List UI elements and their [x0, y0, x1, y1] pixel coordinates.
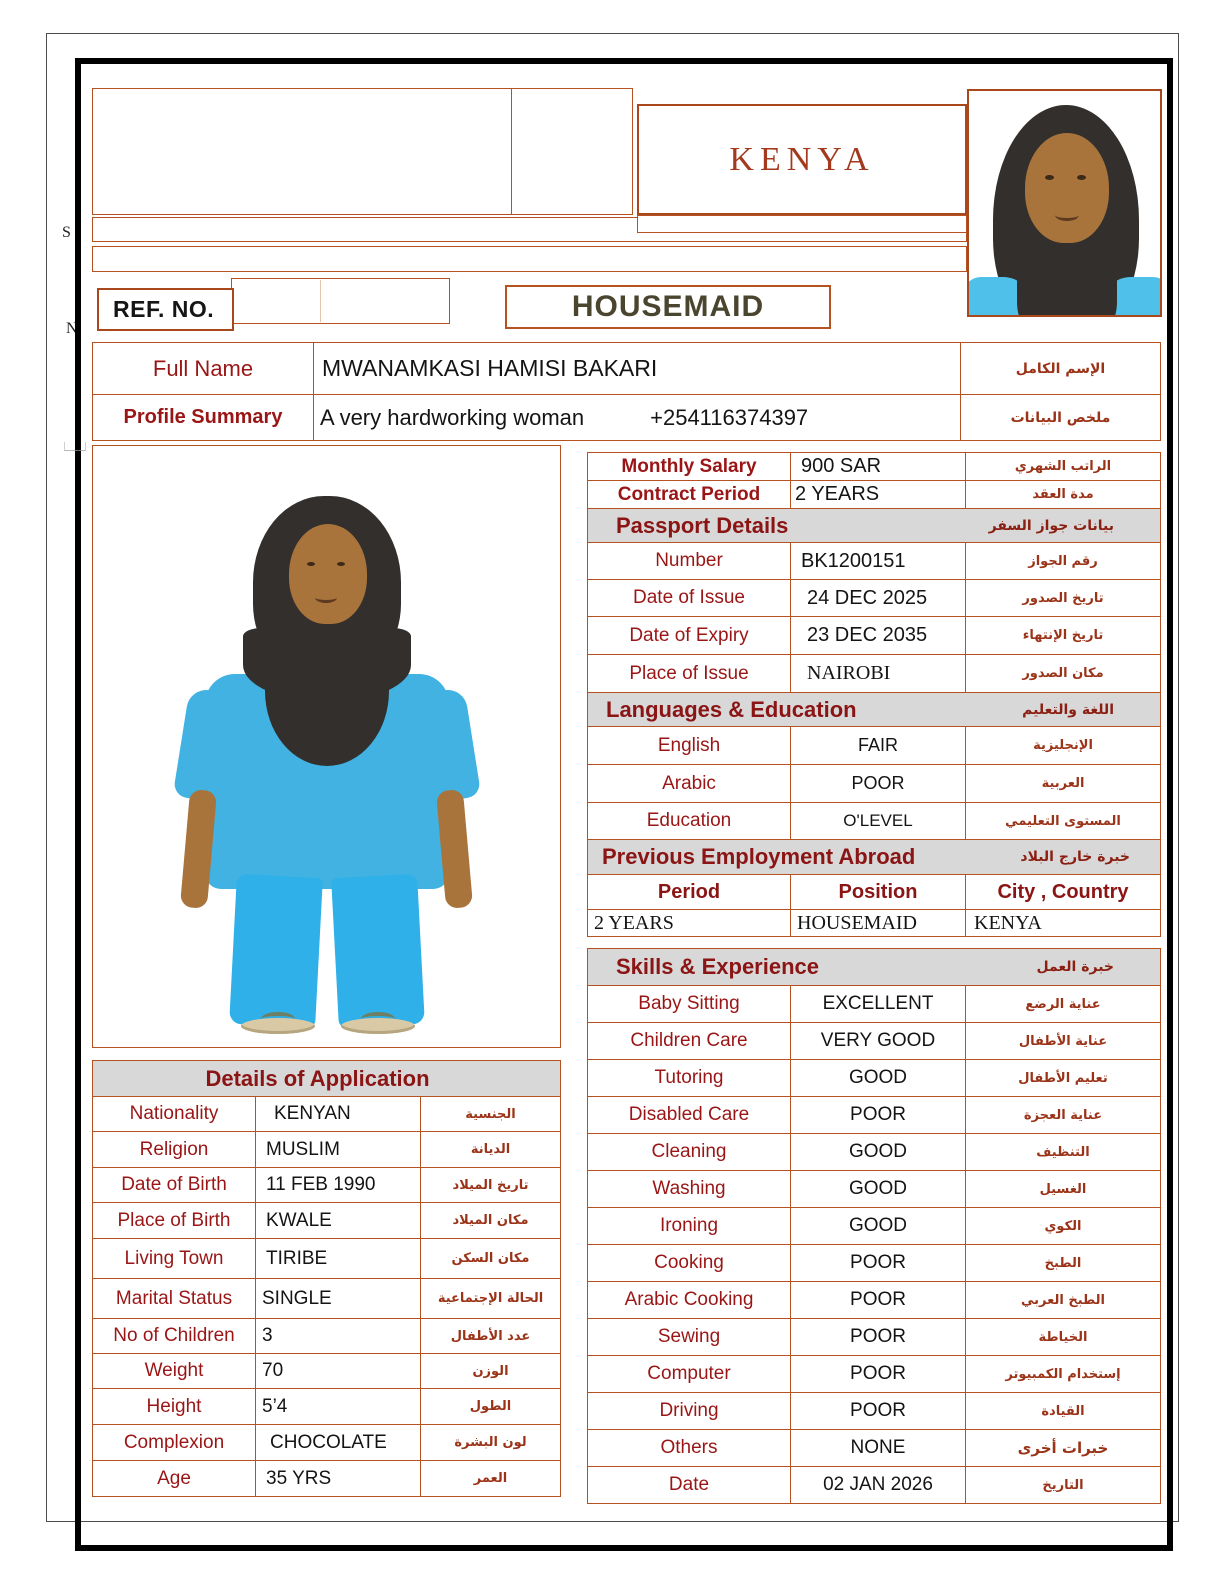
field-label: Place of Issue — [588, 655, 791, 693]
field-label-arabic: عناية الأطفال — [966, 1023, 1161, 1060]
header-blank-box — [92, 88, 633, 215]
field-value: POOR — [791, 1282, 966, 1319]
field-value: 35 YRS — [256, 1461, 421, 1497]
table-row — [588, 655, 1161, 693]
table-row — [588, 803, 1161, 840]
table-row — [588, 1245, 1161, 1282]
table-row — [93, 1461, 561, 1497]
portrait-smile — [315, 592, 337, 603]
field-label: Cleaning — [588, 1134, 791, 1171]
field-label: Baby Sitting — [588, 986, 791, 1023]
field-value: GOOD — [791, 1060, 966, 1097]
section-header-skills — [588, 949, 1161, 986]
field-value: 70 — [256, 1354, 421, 1389]
field-label-arabic: تعليم الأطفال — [966, 1060, 1161, 1097]
field-label-arabic: المستوى التعليمي — [966, 803, 1161, 840]
table-row — [588, 986, 1161, 1023]
section-title-arabic: بيانات جواز السفر — [988, 517, 1114, 534]
full-name-row — [93, 343, 1161, 395]
headshot-smile — [1055, 209, 1079, 221]
field-label: Date of Birth — [93, 1168, 256, 1203]
column-header: City , Country — [966, 875, 1161, 910]
table-row — [588, 1356, 1161, 1393]
country-title: KENYA — [729, 140, 875, 178]
section-title: Previous Employment Abroad — [602, 844, 916, 869]
section-title-arabic: خبرة العمل — [1036, 959, 1114, 975]
table-row — [588, 765, 1161, 803]
ref-no-value-divider — [320, 280, 321, 322]
field-label-arabic: تاريخ الميلاد — [421, 1168, 561, 1203]
portrait-leg-right — [331, 874, 425, 1028]
table-row — [93, 1097, 561, 1132]
field-label-arabic: تاريخ الصدور — [966, 580, 1161, 617]
field-label-arabic: الطبخ العربي — [966, 1282, 1161, 1319]
field-label-arabic: الديانة — [421, 1132, 561, 1168]
headshot-eye-right — [1077, 175, 1086, 180]
section-title: Skills & Experience — [616, 954, 819, 979]
field-label: Date — [588, 1467, 791, 1504]
field-label: Date of Issue — [588, 580, 791, 617]
field-value: POOR — [791, 1097, 966, 1134]
table-row — [588, 617, 1161, 655]
edge-mark-n: N — [66, 320, 78, 337]
field-label: Arabic — [588, 765, 791, 803]
field-label: Date of Expiry — [588, 617, 791, 655]
employment-entry-row — [588, 910, 1161, 937]
field-label-arabic: رقم الجواز — [966, 543, 1161, 580]
table-row — [93, 1425, 561, 1461]
field-label: Living Town — [93, 1239, 256, 1279]
portrait-arm-right — [436, 789, 473, 909]
field-label-arabic: التاريخ — [966, 1467, 1161, 1504]
field-label: Computer — [588, 1356, 791, 1393]
field-value: 02 JAN 2026 — [791, 1467, 966, 1504]
field-value: TIRIBE — [256, 1239, 421, 1279]
field-value: 24 DEC 2025 — [791, 580, 966, 617]
field-label: Contract Period — [588, 481, 791, 509]
field-value: 2 YEARS — [791, 481, 966, 509]
portrait-leg-left — [229, 874, 323, 1028]
table-row — [588, 1171, 1161, 1208]
table-row — [588, 580, 1161, 617]
field-value: BK1200151 — [791, 543, 966, 580]
column-header: Period — [588, 875, 791, 910]
field-label: Others — [588, 1430, 791, 1467]
field-value — [314, 395, 961, 441]
field-label-arabic: عناية الرضع — [966, 986, 1161, 1023]
table-row — [588, 1060, 1161, 1097]
field-label: Height — [93, 1389, 256, 1425]
employment-city: KENYA — [966, 910, 1161, 937]
portrait-strap-right — [361, 1012, 395, 1026]
field-label-arabic: الكوي — [966, 1208, 1161, 1245]
field-value: EXCELLENT — [791, 986, 966, 1023]
table-row — [588, 1023, 1161, 1060]
identity-table — [92, 342, 1161, 441]
field-value: 900 SAR — [791, 453, 966, 481]
contract-passport-languages-table — [587, 452, 1161, 937]
table-row — [93, 1203, 561, 1239]
table-row — [588, 1282, 1161, 1319]
section-title: Languages & Education — [606, 696, 857, 722]
section-title: Passport Details — [616, 512, 789, 538]
field-value: 3 — [256, 1319, 421, 1354]
applicant-headshot-photo — [967, 89, 1162, 317]
table-row — [93, 1389, 561, 1425]
table-row — [588, 453, 1161, 481]
field-label-arabic: ملخص البيانات — [961, 395, 1161, 441]
field-value: NAIROBI — [791, 655, 966, 693]
table-row — [588, 481, 1161, 509]
portrait-hijab-shoulder — [243, 628, 411, 702]
field-value: POOR — [791, 1393, 966, 1430]
field-label-arabic: عناية العجزة — [966, 1097, 1161, 1134]
field-label-arabic: الإنجليزية — [966, 727, 1161, 765]
field-label-arabic: الغسيل — [966, 1171, 1161, 1208]
table-row — [588, 1134, 1161, 1171]
field-label-arabic: الطول — [421, 1389, 561, 1425]
employment-period: 2 YEARS — [588, 910, 791, 937]
field-value: O'LEVEL — [791, 803, 966, 840]
field-label-arabic: لون البشرة — [421, 1425, 561, 1461]
table-row — [588, 1393, 1161, 1430]
position-title: HOUSEMAID — [571, 290, 765, 323]
table-row — [588, 1208, 1161, 1245]
table-row — [588, 1430, 1161, 1467]
field-value: 11 FEB 1990 — [256, 1168, 421, 1203]
field-label: Children Care — [588, 1023, 791, 1060]
section-header-passport — [588, 509, 1161, 543]
table-row — [588, 727, 1161, 765]
field-label-arabic: الخياطة — [966, 1319, 1161, 1356]
field-value: MUSLIM — [256, 1132, 421, 1168]
field-value: GOOD — [791, 1171, 966, 1208]
section-header-languages — [588, 693, 1161, 727]
field-label-arabic: الإسم الكامل — [961, 343, 1161, 395]
field-value: KENYAN — [256, 1097, 421, 1132]
field-value: CHOCOLATE — [256, 1425, 421, 1461]
field-value: GOOD — [791, 1134, 966, 1171]
field-label: Washing — [588, 1171, 791, 1208]
header-blank-box-divider — [511, 89, 512, 214]
table-row — [93, 1168, 561, 1203]
field-value: MWANAMKASI HAMISI BAKARI — [314, 343, 961, 395]
field-label: Profile Summary — [93, 395, 314, 441]
field-label: Weight — [93, 1354, 256, 1389]
column-header: Position — [791, 875, 966, 910]
table-row — [93, 1132, 561, 1168]
field-value: POOR — [791, 1245, 966, 1282]
field-value: GOOD — [791, 1208, 966, 1245]
field-label-arabic: الطبخ — [966, 1245, 1161, 1282]
field-label: Cooking — [588, 1245, 791, 1282]
field-label-arabic: العمر — [421, 1461, 561, 1497]
edge-mark-s: S — [62, 224, 71, 241]
field-label: Arabic Cooking — [588, 1282, 791, 1319]
field-label: Age — [93, 1461, 256, 1497]
table-row — [93, 1239, 561, 1279]
ref-no-label-box — [97, 288, 234, 331]
employment-position: HOUSEMAID — [791, 910, 966, 937]
field-label-arabic: مكان الصدور — [966, 655, 1161, 693]
portrait-eye-left — [307, 562, 315, 566]
field-value: NONE — [791, 1430, 966, 1467]
field-label-arabic: خبرات أخرى — [966, 1430, 1161, 1467]
section-header-application — [93, 1061, 561, 1097]
country-subtitle-strip — [637, 215, 967, 233]
field-label: English — [588, 727, 791, 765]
field-value: FAIR — [791, 727, 966, 765]
portrait-face — [289, 524, 367, 624]
profile-summary-text: A very hardworking woman — [320, 404, 585, 430]
field-label: Place of Birth — [93, 1203, 256, 1239]
field-label-arabic: مدة العقد — [966, 481, 1161, 509]
field-value: 5’4 — [256, 1389, 421, 1425]
table-row — [93, 1279, 561, 1319]
field-label: Full Name — [93, 343, 314, 395]
field-label-arabic: التنظيف — [966, 1134, 1161, 1171]
headshot-eye-left — [1045, 175, 1054, 180]
field-label-arabic: الجنسية — [421, 1097, 561, 1132]
field-value: 23 DEC 2035 — [791, 617, 966, 655]
ref-no-label: REF. NO. — [113, 296, 215, 322]
profile-summary-row — [93, 395, 1161, 441]
field-value: SINGLE — [256, 1279, 421, 1319]
field-label-arabic: إستخدام الكمبيوتر — [966, 1356, 1161, 1393]
field-label-arabic: تاريخ الإنتهاء — [966, 617, 1161, 655]
field-value: VERY GOOD — [791, 1023, 966, 1060]
field-value: POOR — [791, 1319, 966, 1356]
field-label: Complexion — [93, 1425, 256, 1461]
table-row — [588, 1467, 1161, 1504]
field-label: Sewing — [588, 1319, 791, 1356]
field-label: Monthly Salary — [588, 453, 791, 481]
country-title-box — [637, 104, 967, 215]
headshot-face — [1025, 133, 1109, 243]
employment-columns-row — [588, 875, 1161, 910]
field-label: Number — [588, 543, 791, 580]
field-label-arabic: الراتب الشهري — [966, 453, 1161, 481]
field-label-arabic: الحالة الإجتماعية — [421, 1279, 561, 1319]
field-label: Marital Status — [93, 1279, 256, 1319]
field-value: POOR — [791, 765, 966, 803]
field-label-arabic: عدد الأطفال — [421, 1319, 561, 1354]
table-row — [93, 1354, 561, 1389]
details-of-application-table — [92, 1060, 561, 1497]
table-row — [588, 1319, 1161, 1356]
field-value: POOR — [791, 1356, 966, 1393]
field-label-arabic: مكان السكن — [421, 1239, 561, 1279]
field-value: KWALE — [256, 1203, 421, 1239]
field-label: Tutoring — [588, 1060, 791, 1097]
section-header-employment — [588, 840, 1161, 875]
portrait-eye-right — [337, 562, 345, 566]
section-title-arabic: اللغة والتعليم — [1022, 701, 1114, 718]
field-label: Disabled Care — [588, 1097, 791, 1134]
field-label: Driving — [588, 1393, 791, 1430]
phone-number: +254116374397 — [650, 404, 809, 430]
field-label: No of Children — [93, 1319, 256, 1354]
field-label: Education — [588, 803, 791, 840]
table-row — [93, 1319, 561, 1354]
field-label-arabic: العربية — [966, 765, 1161, 803]
table-row — [588, 1097, 1161, 1134]
skills-table — [587, 948, 1161, 1504]
section-title-arabic: خبرة خارج البلاد — [1020, 849, 1130, 865]
field-label: Ironing — [588, 1208, 791, 1245]
section-title: Details of Application — [205, 1065, 430, 1091]
stray-mark — [64, 442, 86, 451]
field-label-arabic: مكان الميلاد — [421, 1203, 561, 1239]
field-label: Religion — [93, 1132, 256, 1168]
portrait-arm-left — [180, 789, 217, 909]
position-title-box — [505, 285, 831, 329]
field-label-arabic: القيادة — [966, 1393, 1161, 1430]
applicant-fullbody-photo — [92, 445, 561, 1048]
field-label: Nationality — [93, 1097, 256, 1132]
header-strip-2 — [92, 246, 967, 272]
portrait-strap-left — [261, 1012, 295, 1026]
table-row — [588, 543, 1161, 580]
field-label-arabic: الوزن — [421, 1354, 561, 1389]
ref-no-value-box — [231, 278, 450, 324]
